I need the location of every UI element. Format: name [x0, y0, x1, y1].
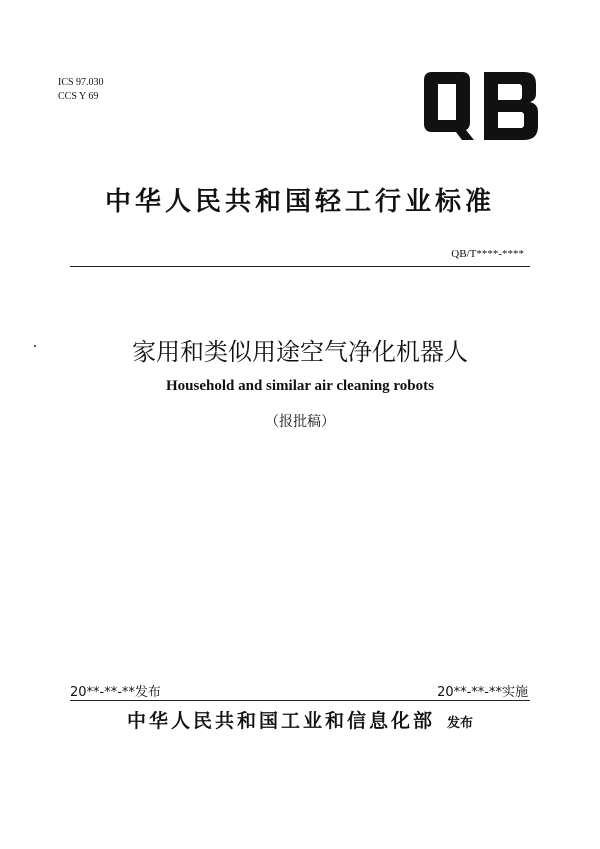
header-divider: [70, 266, 530, 267]
qb-logo: [418, 70, 542, 142]
issue-date: 20**-**-**发布: [70, 685, 161, 700]
classification-codes: [58, 76, 104, 104]
standard-number: QB/T****-****: [451, 248, 524, 260]
document-title-english: Household and similar air cleaning robots: [166, 378, 434, 394]
ics-code: ICS 97.030: [58, 77, 104, 88]
publisher-suffix: 发布: [447, 716, 474, 731]
footer-divider: [70, 700, 530, 701]
implementation-date: 20**-**-**实施: [437, 685, 528, 700]
ccs-code: CCS Y 69: [58, 91, 99, 102]
document-title-chinese: 家用和类似用途空气净化机器人: [132, 338, 468, 366]
standard-category-title: 中华人民共和国轻工行业标准: [104, 187, 495, 217]
publisher-line: [0, 706, 600, 733]
draft-stage-label: （报批稿）: [265, 414, 335, 430]
publisher-name: 中华人民共和国工业和信息化部: [126, 710, 435, 732]
